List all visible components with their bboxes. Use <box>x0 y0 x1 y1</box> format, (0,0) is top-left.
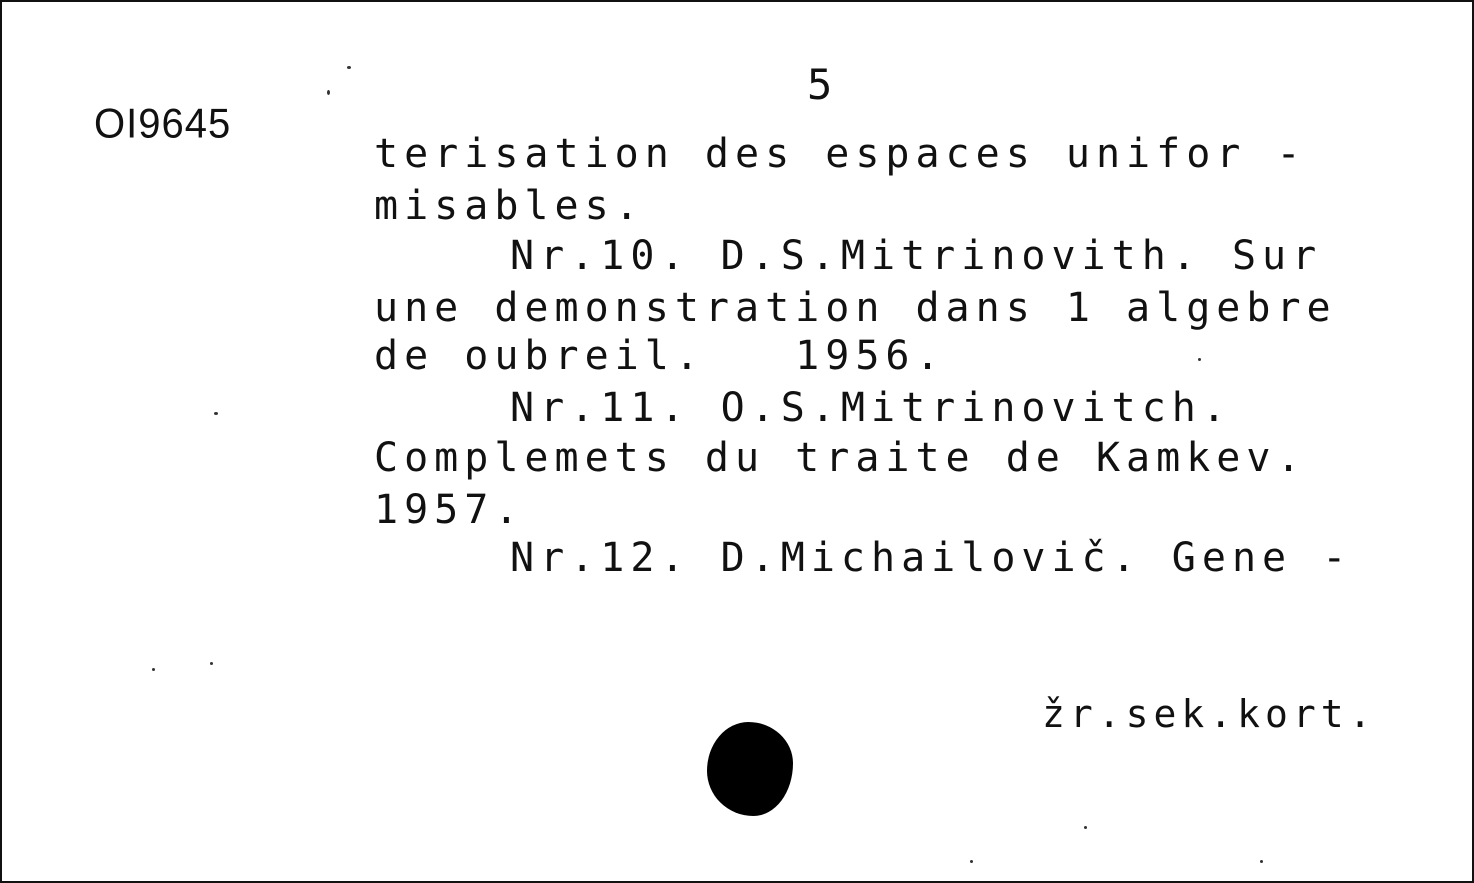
speck <box>1084 826 1087 829</box>
speck <box>152 668 155 671</box>
speck <box>327 90 330 95</box>
text-line: misables. <box>374 183 645 229</box>
speck <box>1260 860 1263 863</box>
catalog-number: OI9645 <box>94 100 232 148</box>
text-line: Nr.10. D.S.Mitrinovith. Sur <box>510 233 1323 279</box>
text-line: Nr.11. O.S.Mitrinovitch. <box>510 385 1232 431</box>
text-line: une demonstration dans 1 algebre <box>374 285 1337 331</box>
punch-hole <box>707 722 793 816</box>
text-line: 1957. <box>374 487 525 533</box>
speck <box>1198 358 1201 361</box>
speck <box>210 662 213 665</box>
speck <box>214 412 218 415</box>
footer-note: žr.sek.kort. <box>1042 692 1377 736</box>
text-line: de oubreil. 1956. <box>374 333 946 379</box>
page-number: 5 <box>807 60 833 109</box>
text-line: terisation des espaces unifor - <box>374 131 1307 177</box>
text-line: Complemets du traite de Kamkev. <box>374 435 1307 481</box>
speck <box>347 66 351 69</box>
speck <box>970 860 973 863</box>
text-line: Nr.12. D.Michailovič. Gene - <box>510 535 1353 581</box>
